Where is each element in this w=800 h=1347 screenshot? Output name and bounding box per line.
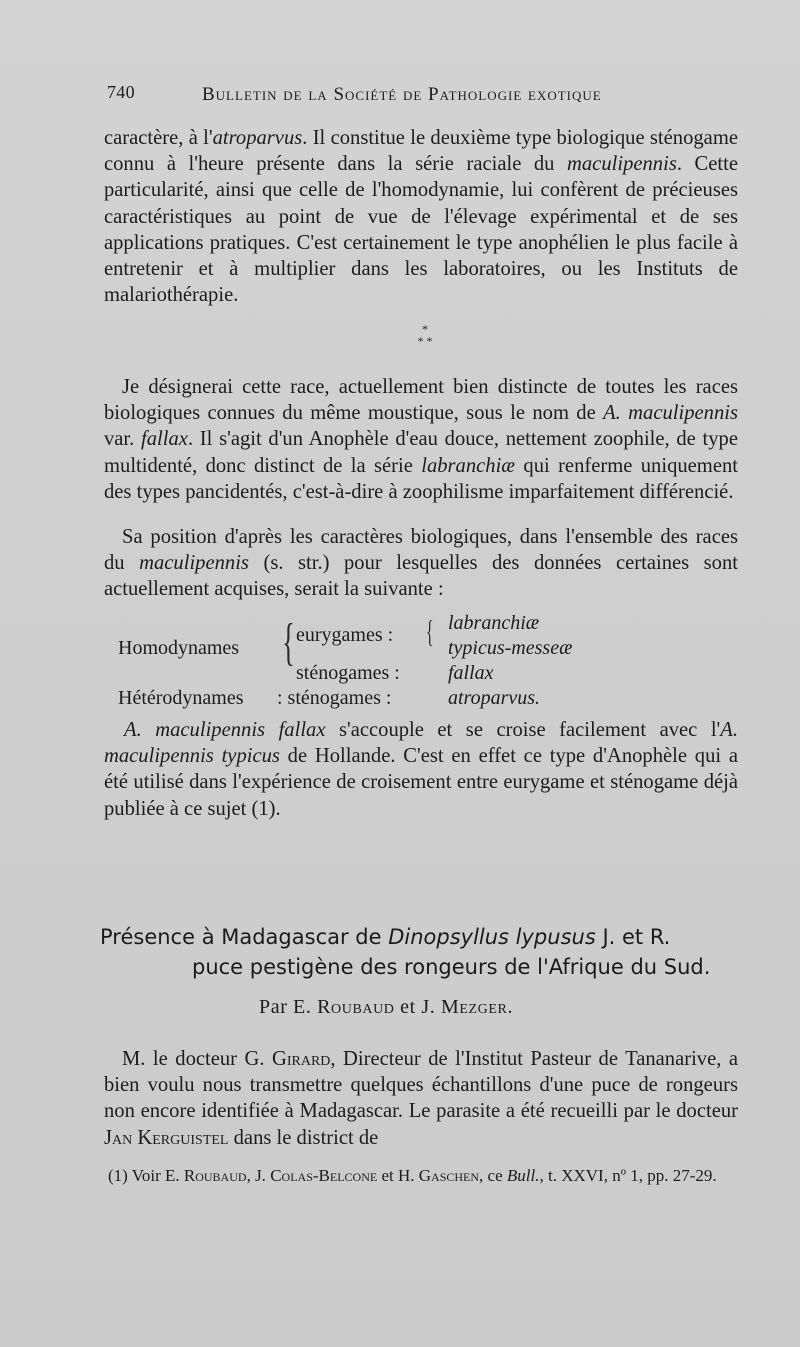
text-run: Je désignerai cette race, actuellement bien distincte de toutes les races biologiques connues du même moustique, sous le nom de	[104, 376, 738, 425]
text-run: dans le district de	[228, 1126, 379, 1149]
person-name: Girard	[271, 1048, 331, 1070]
person-name: Jan Kerguistel	[104, 1126, 229, 1149]
text-run: (s. str.) pour lesquelles des données certaines sont actuellement acquises, serait la suivante :	[104, 552, 738, 601]
text-run: et J.	[394, 996, 441, 1018]
text-run: J. et R.	[595, 925, 671, 949]
text-run: (1) Voir E.	[108, 1166, 184, 1185]
species-typicus-messeae: typicus-messeæ	[448, 637, 573, 659]
label-stenogames: : sténogames :	[277, 687, 392, 709]
text-run: Présence à Madagascar de	[100, 925, 389, 949]
text-run: Par E.	[259, 996, 318, 1018]
species-name: atroparvus	[212, 127, 303, 149]
paragraph-crossing	[104, 717, 738, 822]
species-labranchiae: labranchiæ	[448, 612, 540, 634]
journal-abbrev: Bull.	[506, 1166, 540, 1185]
species-name: labranchiæ	[421, 454, 516, 477]
species-name: A. maculipennis typicus	[104, 719, 738, 768]
species-name: maculipennis	[567, 153, 677, 176]
brace-icon: {	[425, 613, 434, 649]
text-run: , Directeur de l'Institut Pasteur de Tananarive, a bien voulu nous transmettre quelques échantillons d'une puce de rongeurs non encore identifiée à Madagascar. Le parasite a été recueilli par le docteur	[104, 1048, 738, 1123]
classification-table	[118, 612, 718, 712]
text-run: M. le docteur G.	[122, 1048, 272, 1070]
text-run: . Il s'agit d'un Anophèle d'eau douce, nettement zoophile, de type multidenté, donc distinct de la série	[104, 428, 738, 477]
species-fallax: fallax	[448, 662, 494, 684]
text-run: qui renferme uniquement des types pancidentés, c'est-à-dire à zoophilisme imparfaitement différencié.	[104, 454, 738, 503]
running-title: Bulletin de la Société de Pathologie exotique	[202, 84, 602, 105]
text-run: , ce	[479, 1166, 507, 1185]
label-heterodynames: Hétérodynames	[118, 687, 244, 709]
author-name: Roubaud	[183, 1166, 247, 1185]
species-name: maculipennis	[139, 552, 249, 575]
author-name: Colas-Belcone	[270, 1166, 378, 1185]
title-line-1	[100, 922, 740, 952]
text-run: , J.	[246, 1166, 271, 1185]
author-name: Gaschen	[418, 1166, 480, 1185]
paragraph-position	[104, 524, 738, 603]
brace-icon: {	[282, 614, 295, 671]
footnote	[104, 1166, 736, 1186]
paragraph-continuation	[104, 125, 738, 308]
author-name: Roubaud	[317, 996, 395, 1018]
label-homodynames: Homodynames	[118, 637, 240, 659]
text-run: . Cette particularité, ainsi que celle de l'homodynamie, lui confèrent de précieuses caractéristiques au point de vue de l'élevage expérimental et de ses applications pratiques. C'est certainement le type anophélien le plus facile à entretenir et à multiplier dans les laboratoires, ou les Instituts de malariothérapie.	[104, 153, 738, 307]
text-run: de Hollande. C'est en effet ce type d'Anophèle qui a été utilisé dans l'expérience de croisement entre eurygame et sténogame déjà publiée à ce sujet (1).	[104, 745, 738, 820]
section-separator	[405, 323, 445, 347]
byline	[259, 996, 513, 1019]
page-number: 740	[107, 82, 135, 102]
text-run: s'accouple et se croise facilement avec l'	[325, 719, 721, 741]
species-name: A. maculipennis fallax	[124, 719, 326, 741]
species-name: Dinopsyllus lypusus	[388, 925, 596, 949]
author-name: Mezger	[440, 996, 508, 1018]
label-eurygames: eurygames :	[296, 624, 394, 646]
text-run: et H.	[377, 1166, 419, 1185]
species-name: fallax	[141, 428, 188, 451]
species-name: A. maculipennis	[603, 402, 738, 425]
text-run: var.	[104, 428, 142, 451]
separator-star: *	[422, 322, 428, 336]
separator-stars: * *	[417, 334, 433, 348]
text-run: . Il constitue le deuxième type biologique sténogame connu à l'heure présente dans la série raciale du	[104, 127, 738, 176]
species-atroparvus: atroparvus.	[448, 687, 541, 709]
paragraph-race-description	[104, 374, 738, 505]
label-stenogames: sténogames :	[296, 662, 400, 684]
paragraph-intro	[104, 1046, 738, 1151]
text-run: caractère, à l'	[104, 127, 213, 149]
text-run: Sa position d'après les caractères biologiques, dans l'ensemble des races du	[104, 526, 738, 575]
title-line-2: puce pestigène des rongeurs de l'Afrique du Sud.	[192, 955, 711, 979]
article-title	[100, 922, 740, 982]
text-run: , t. XXVI, nº 1, pp. 27-29.	[539, 1166, 717, 1185]
text-run: .	[507, 996, 514, 1018]
